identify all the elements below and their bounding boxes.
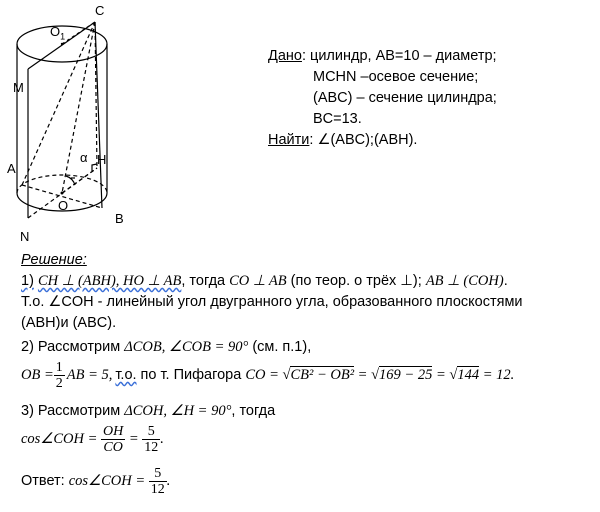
co-radicand-3: 144	[457, 367, 480, 383]
label-O1: $O_1$	[50, 24, 66, 42]
step-1-number: 1)	[21, 273, 34, 289]
label-C: C	[95, 3, 105, 18]
point-O	[61, 192, 64, 195]
ob-fraction-num: 1	[55, 359, 63, 375]
cos-fraction-1-num: OH	[102, 423, 124, 439]
cos-eq: =	[125, 430, 143, 447]
segment-OH	[62, 168, 97, 193]
given-line-2: MCHN –осевое сечение;	[313, 69, 479, 85]
to-text: т.о.	[115, 367, 137, 383]
cos-fraction-2-num: 5	[142, 424, 160, 440]
given-label: Дано	[268, 48, 302, 64]
ob-fraction-den: 2	[55, 375, 63, 391]
step-1-formula-3: AB ⊥ (COH)	[425, 273, 504, 289]
step-3-formula: ΔCOH, ∠H = 90°	[124, 403, 232, 419]
answer-fraction-num: 5	[149, 466, 167, 482]
given-text-1: : цилиндр, AB=10 – диаметр;	[301, 48, 497, 64]
label-M: M	[13, 80, 24, 95]
answer-fraction	[149, 466, 167, 497]
step-3-text: 3) Рассмотрим	[21, 403, 125, 419]
cos-end: .	[160, 430, 164, 447]
label-O: O	[58, 198, 69, 213]
label-alpha: α	[80, 150, 88, 165]
co-radicand-1: CB² − OB²	[290, 367, 355, 383]
step-3-line-1	[21, 401, 275, 421]
step-2-formula: ΔCOB, ∠COB = 90°	[124, 339, 249, 355]
co-radicand-2: 169 − 25	[379, 367, 433, 383]
step-1-formula-1: CH ⊥ (ABH), HO ⊥ AB	[37, 273, 182, 289]
step-1-formula-2: CO ⊥ AB	[229, 273, 287, 289]
co-eq-2: = √	[432, 366, 458, 383]
step-1-line-2: Т.о. ∠COH - линейный угол двугранного угла, образованного плоскостями	[21, 294, 523, 310]
step-2-text: 2) Рассмотрим	[21, 339, 125, 355]
label-N: N	[20, 229, 30, 244]
cos-fraction-1-den: CO	[103, 439, 123, 455]
co-eq-1: = √	[354, 366, 380, 383]
label-A: A	[7, 161, 16, 176]
answer-line	[21, 462, 170, 500]
step-1-line-1	[21, 271, 508, 291]
solution-heading: Решение:	[21, 252, 87, 268]
find-label: Найти	[268, 132, 310, 148]
cos-fraction-1	[101, 424, 125, 455]
co-left: CO = √	[245, 366, 291, 383]
co-eq-3: = 12.	[479, 366, 515, 383]
step-2-line-2	[21, 357, 514, 393]
cos-line	[21, 420, 164, 458]
segment-CO	[62, 22, 95, 193]
ob-left: OB =	[21, 366, 54, 383]
step-2-ref: (см. п.1),	[248, 339, 312, 355]
point-O1	[61, 43, 63, 45]
step-2-line-1	[21, 337, 311, 357]
step-1-end: .	[503, 273, 508, 289]
pythagoras-text: по т. Пифагора	[136, 367, 246, 383]
given-line-4: BC=13.	[313, 111, 362, 127]
label-B: B	[115, 211, 124, 226]
ob-fraction	[54, 360, 65, 391]
answer-label: Ответ:	[21, 473, 69, 489]
step-1-then: , тогда	[181, 273, 230, 289]
answer-fraction-den: 12	[150, 481, 165, 497]
cos-left: cos∠COH =	[21, 430, 101, 447]
ob-right: AB = 5,	[66, 366, 113, 383]
answer-left: cos∠COH =	[68, 472, 149, 489]
find-text: : ∠(ABC);(ABH).	[309, 132, 418, 148]
find-line	[268, 130, 417, 150]
given-line-3: (ABC) – сечение цилиндра;	[313, 90, 497, 106]
step-3-then: , тогда	[231, 403, 276, 419]
given-line-1	[268, 46, 497, 66]
cos-fraction-2-den: 12	[144, 439, 159, 455]
step-1-theorem: (по теор. о трёх ⊥);	[286, 273, 426, 289]
label-H: H	[97, 152, 107, 167]
step-1-line-3: (ABH)и (ABC).	[21, 315, 117, 331]
angle-alpha-arc	[66, 176, 75, 185]
cylinder-figure	[0, 0, 240, 240]
cos-fraction-2	[142, 424, 160, 455]
answer-end: .	[166, 472, 171, 489]
